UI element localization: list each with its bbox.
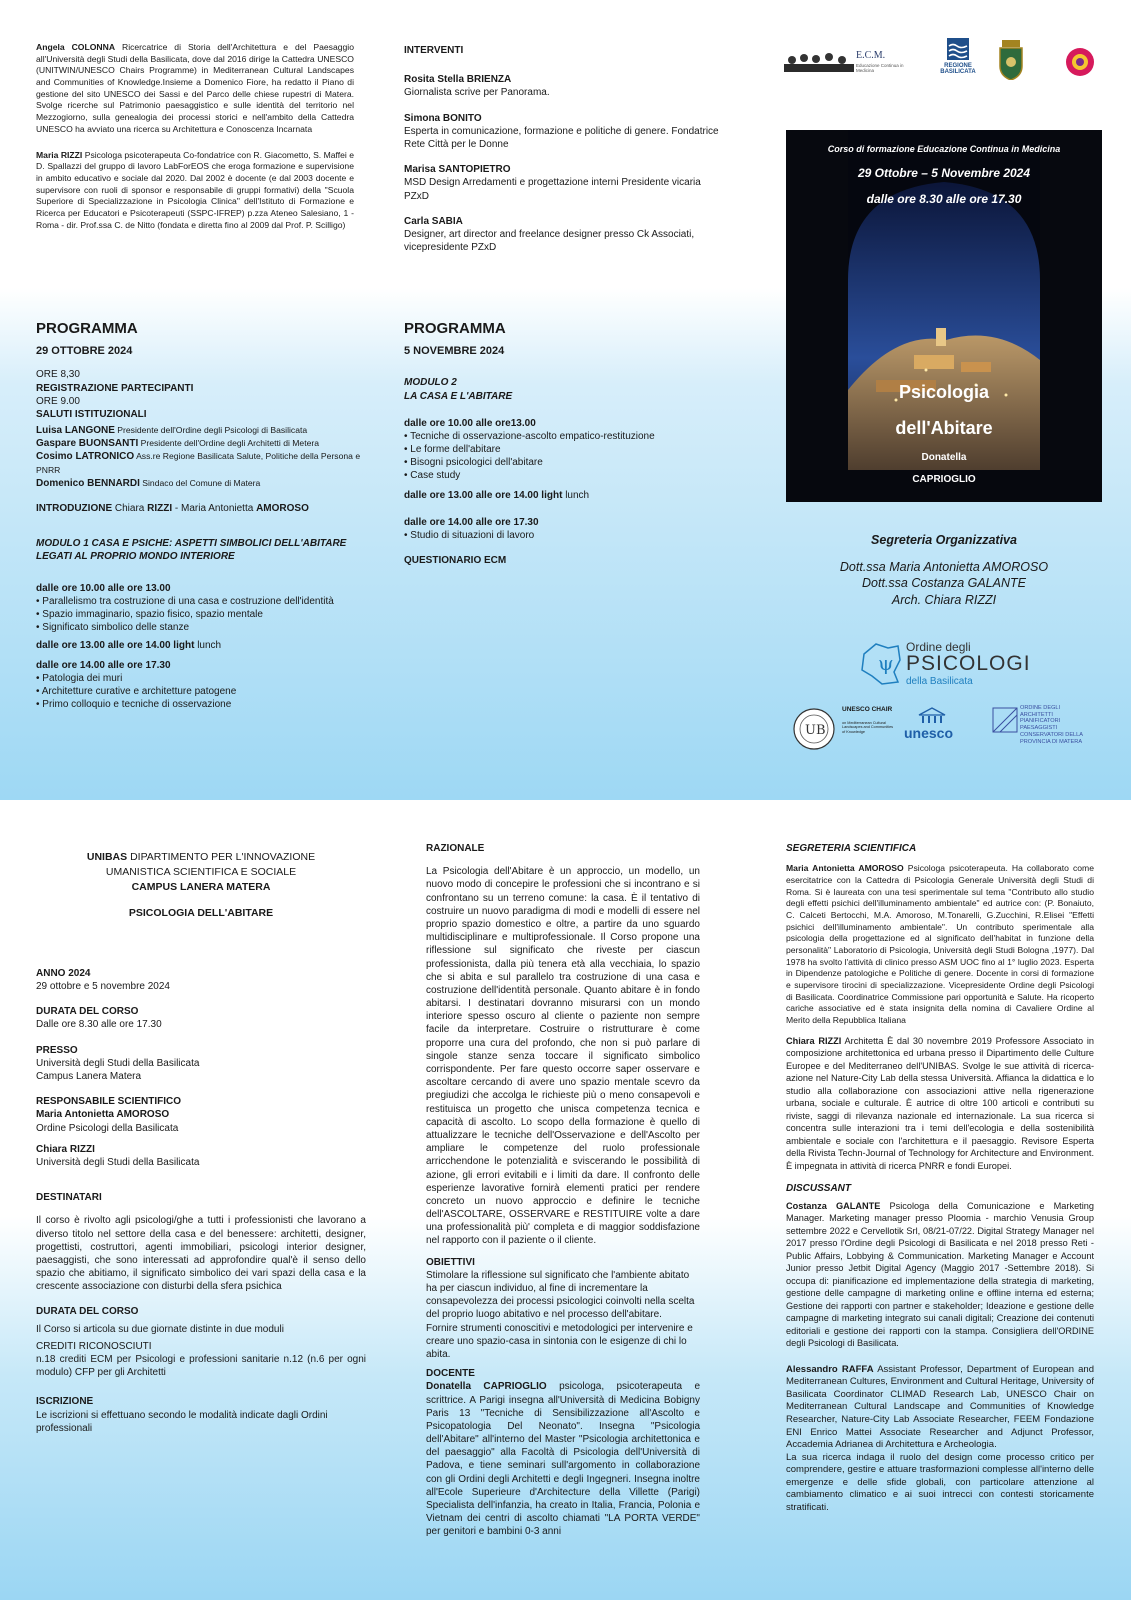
list-item: • Parallelismo tra costruzione di una casa e costruzione dell'identità (36, 595, 366, 608)
list-item: • Architetture curative e architetture patogene (36, 685, 366, 698)
list-item: • Patologia dei muri (36, 672, 366, 685)
cover-hours: dalle ore 8.30 alle ore 17.30 (866, 192, 1022, 206)
programma2-date: 5 NOVEMBRE 2024 (404, 344, 505, 357)
ecm-logo (784, 48, 919, 76)
interventi-list (404, 73, 724, 254)
modulo1-title: MODULO 1 CASA E PSICHE: ASPETTI SIMBOLICI DELL'ABITARE LEGATI AL PROPRIO MONDO INTERIORE (36, 538, 347, 563)
intervento-item (404, 112, 724, 152)
session2-time: dalle ore 14.00 alle ore 17.30 (36, 659, 171, 671)
basilicata-map-icon (858, 640, 904, 686)
razionale-column: RAZIONALE La Psicologia dell'Abitare è un approccio, un modello, un nuovo modo di concepire le professioni che si incontrano e si confrontano su un terreno comune: la casa. È il tentativo di costruire un nuovo paradigma di modi e modelli di essere nel proprio spazio domestico e oltre, a partire da uno sguardo multidisciplinare e multiprofessionale. Il Corso propone una riflessione sul significato che riveste per ciascun professionista, dalla più tenera età alla vecchiaia, lo spazio che si abita e sul parallelo tra costruzione di una casa e costruzione dell'identità personale. Quanto abitare è in fondo abitarsi. I destinatari dovranno misurarsi con un mondo interiore spesso oscuro al cliente o paziente non sempre facile da interpretare. Costruire o ristrutturare è come proporre una cura del profondo, che non si può parlare di singole stanze senza toccare il significato simbolico corrispondente. Per fare questo occorre saper osservare e ascoltare cercando di avere uno spazio mentale scevro da pregiudizi che accolga le richieste più o meno consapevoli e restituisca un progetto che unisca competenza tecnica e capacità di ascolto. Lo scopo della formazione è quello di attualizzare le tecniche dell'Osservazione e dell'Ascolto per ampliare le competenze del ruolo professionale arricchendone le potenzialità e sviscerando le possibilità di azione, gli errori evitabili e i limiti da dare. Il confronto delle esperienze lavorative fornirà elementi pratici per rendere concreto un nuovo approccio e definire le tecniche dell'ASCOLTARE, OSSERVARE e RESTITUIRE volte a dare una professionalità più' completa e di maggior soddisfazione nel rapporto con il paziente o il cliente. OBIETTIVI Stimolare la riflessione sul significato che l'ambiente abitato ha per ciascun individuo, al fine di incrementare la consapevolezza dei processi psicologici coinvolti nella scelta del proprio luogo abitativo e nel processo dell'abitare. Fornire strumenti conoscitivi e metodologici per intervenire e creare uno spazio-casa in sintonia con le esigenze di chi lo abita. DOCENTE Donatella CAPRIOGLIO psicologa, psicoterapeuta e scrittrice. A Parigi insegna all'Università di Medicina Bobigny Paris 13 "Tecniche di Sensibilizzazione all'Ascolto e Psicopatologia Del Neonato". Insegna "Psicologia dell'Abitare" all'interno del Master "Psicologia architettonica e del paesaggio" alla Facoltà di Psicologia dell'Università di Padova, e tiene seminari sull'argomento in collaborazione con gli Ordini degli Architetti e degli Ingegneri. Insegna inoltre all'Ecole Superieure d'Architecture della Villette (Parigi) Specialista dell'infanzia, ha creato in Italia, Francia, Polonia e Vietnam dei centri di ascolto chiamati "LA PORTA VERDE" per genitori e bambini 0-3 anni (426, 843, 701, 1538)
guest-name: Cosimo LATRONICO (36, 451, 135, 463)
guest-item (36, 424, 366, 437)
unesco-temple-icon (917, 707, 947, 725)
bio-rizzi-maria: Maria RIZZI Psicologa psicoterapeuta Co-fondatrice con R. Giacometto, S. Maffei e D. Spallazzi del gruppo di lavoro LabForEOS che eroga formazione e supervisione in ambito educativo e sociale dal 2020. Dal 2002 è docente (e dal 2003 docente e supervisore con ruoli di sponsor e responsabile di gruppi formativi) della "Scuola Superiore di Specializzazione in Psicologia Clinica" dell'Istituto di Formazione e Ricerca per Educatori e Psicoterapeuti (SSPC-IFREP) p.zza Ateneo Salesiano, 1 - Roma - dir. Prof.ssa C. de Nitto (fondata e diretta fino al 2009 dal Prof. P. Scilligo) (36, 149, 354, 230)
list-item: • Le forme dell'abitare (404, 443, 724, 456)
cover-author-2: CAPRIOGLIO (912, 474, 976, 485)
segreteria-org-names (786, 559, 1102, 609)
guest-item (36, 450, 366, 476)
m2-session2-time: dalle ore 14.00 alle ore 17.30 (404, 516, 539, 528)
guest-item (36, 477, 366, 490)
intervento-item (404, 73, 724, 99)
docente-text: Donatella CAPRIOGLIO psicologa, psicoterapeuta e scrittrice. A Parigi insegna all'Università di Medicina Bobigny Paris 13 "Tecniche di Sensibilizzazione all'Ascolto e Psicopatologia Del Neonato". Insegna "Psicologia dell'Abitare" all'interno del Master "Psicologia architettonica e del paesaggio" alla Facoltà di Psicologia dell'Università di Padova, e tiene seminari sull'argomento in collaborazione con gli Ordini degli Architetti e degli Ingegneri. Insegna inoltre all'Ecole Superieure d'Architecture della Villette (Parigi) Specialista dell'infanzia, ha creato in Italia, Francia, Polonia e Vietnam dei centri di ascolto chiamati "LA PORTA VERDE" per genitori e bambini 0-3 anni (426, 1381, 701, 1538)
guest-item (36, 437, 366, 450)
intervento-role: Giornalista scrive per Panorama. (404, 87, 550, 99)
segreteria-scientifica-column: SEGRETERIA SCIENTIFICA Maria Antonietta AMOROSO Psicologa psicoterapeuta. Ha collaborato come esercitatrice con la Cattedra di Psicologia Generale Università degli Studi di Roma. Si è laureata con una tesi sperimentale sul tema "Contributo allo studio degli effetti psichici dell'illuminamento ambientale" ed autrice con: (P. Bonaiuto, C. Calceti Bertocchi, M.A. Amoroso, M.Tonarelli, G.Zucchini, R.Elisei "Effetti psichici dell'illuminamento ambientale". Un contributo sperimentale alla psicologia della progettazione ed al significato dell'habitat in funzione della personalità" Laboratorio di Psicologia, Università degli Studi Bologna ,1977). Dal 1978 ha svolto l'attività di clinico presso ASM UOC fino al 1° luglio 2023. Esperta in Dipendenze patologiche e Politiche di genere. Docente in corsi di formazione e supervisore tirocini di specializzazione. Vicepresidente Ordine degli Psicologi di Basilicata. Coordinatrice Commissione pari opportunità e Salute. Ha ricoperto cariche associative ed è stata insignita della nomina di Cavaliere Ordine al Merito della Repubblica Italiana Chiara RIZZI Architetta È dal 30 novembre 2019 Professore Associato in composizione architettonica ed urbana presso il Dipartimento delle Culture Europee e del Mediterraneo dell'UNIBAS. Svolge le sue attività di ricerca-azione nel Nature-City Lab della stessa Università. Affianca la didattica e lo studio alla collaborazione con associazioni attive nella rigenerazione urbana, sociale e culturale. È autrice di oltre 100 articoli e contributi su riviste, saggi di rilevanza nazionale ed internazionale. La sua ricerca si concentra sulle interazioni tra i temi dell'ecologia e della sostenibilità ambientale e sociale con l'architettura e il paesaggio. Revisore Esperta della Rivista Techn-Journal of Technology for Architecture and Environment. È impegnata in attività di ricerca PNRR e fondi Europei. DISCUSSANT Costanza GALANTE Psicologa della Comunicazione e Marketing Manager. Marketing manager presso Ploomia - marchio Venusia Group settembre 2022 e Cervellotik Srl, 08/21-07/22. Digital Strategy Manager nel 2017 presso l'Ordine degli Psicologi di Basilicata e nel 2018 presso Reti - Public Affairs, Lobbying & Communication. Marketing Manager e Account Junior presso Jetbit Digital Agency (Maggio 2017 -Settembre 2018). Si occupa di: pianificazione ed implementazione della strategia di marketing, gestione delle campagne di marketing online e offline interna ed esterna; Gestione dei rapporti con partner e stakeholder; Ideazione e gestione delle campagne di marketing integrato sui canali digitali; Creazione dei contenuti editoriali e gestione dei rapporti con la stampa. Consigliera dell'ORDINE degli Psicologi di Basilicata. Alessandro RAFFA Assistant Professor, Department of European and Mediterranean Cultures, Environment and Cultural Heritage, University of Basilicata Coordinator CLIMAD Research Lab, UNESCO Chair on Mediterranean Cultural Landscape and Communities of Knowledge Researcher, Nature-City Lab Associate Researcher, FEEM Fondazione ENI Enrico Mattei Associate Researcher and Adjunct Professor, Accademia Adrianea di Architettura e Archeologia. La sua ricerca indaga il ruolo del design come processo critico per comprendere, gestire e attuare trasformazioni complesse all'interno delle emergenze e delle sfide globali, con particolare attenzione al cambiamento climatico e ai suoi intrecci con contesti storicamente stratificati. (786, 843, 1094, 1513)
programma-day1 (36, 315, 366, 711)
regione-logo: REGIONE BASILICATA (934, 38, 982, 82)
intervento-name: Simona BONITO (404, 112, 482, 124)
registrazione: REGISTRAZIONE PARTECIPANTI (36, 382, 194, 394)
intervento-item (404, 163, 724, 203)
interventi-title: INTERVENTI (404, 45, 464, 56)
ecm-sub: Educazione Continua in Medicina (856, 63, 904, 73)
programma2-title: PROGRAMMA (404, 320, 506, 337)
time-900: ORE 9.00 (36, 395, 80, 407)
guest-list (36, 424, 366, 490)
bio-amoroso: Maria Antonietta AMOROSO Psicologa psicoterapeuta. Ha collaborato come esercitatrice con la Cattedra di Psicologia Generale Università degli Studi di Roma. Si è laureata con una tesi sperimentale sul tema "Contributo allo studio degli effetti psichici dell'illuminamento ambientale" ed autrice con: (P. Bonaiuto, C. Calceti Bertocchi, M.A. Amoroso, M.Tonarelli, G.Zucchini, R.Elisei "Effetti psichici dell'illuminamento ambientale". Un contributo sperimentale alla psicologia della progettazione ed al significato dell'habitat in funzione della personalità" Laboratorio di Psicologia, Università degli Studi Bologna ,1977). Dal 1978 ha svolto l'attività di clinico presso ASM UOC fino al 1° luglio 2023. Esperta in Dipendenze patologiche e Politiche di genere. Docente in corsi di formazione e supervisore tirocini di specializzazione. Vicepresidente Ordine degli Psicologi di Basilicata. Coordinatrice Commissione pari opportunità e Salute. Ha ricoperto cariche associative ed è stata insignita della nomina di Cavaliere Ordine al Merito della Repubblica Italiana (786, 863, 1094, 1026)
cover-course: Corso di formazione Educazione Continua in Medicina (827, 144, 1061, 154)
intervento-item (404, 215, 724, 255)
m2-session1-time: dalle ore 10.00 alle ore13.00 (404, 417, 536, 429)
intervento-role: Esperta in comunicazione, formazione e politiche di genere. Fondatrice Rete Città per le Donne (404, 125, 719, 150)
list-item: • Case study (404, 469, 724, 482)
modulo2-sub: LA CASA E L'ABITARE (404, 390, 513, 402)
guest-role: Ass.re Regione Basilicata Salute, Politiche della Persona e PNRR (36, 451, 361, 475)
lunch2: dalle ore 13.00 alle ore 14.00 light lunch (404, 489, 590, 501)
ecm-label: E.C.M. (856, 50, 886, 61)
partner-logos: UB UNESCO CHAIR on Mediterranean Cultural Landscapes and Communities of Knowledge unesco ORDINE DEGLI ARCHITETTI PIANIFICATORI PAESAGGISTI CONSERVATORI DELLA PROVINCIA DI MATERA (792, 703, 1082, 755)
list-item: • Tecniche di osservazione-ascolto empatico-restituzione (404, 430, 724, 443)
programma-day2 (404, 315, 724, 567)
cover-title-2: dell'Abitare (895, 418, 993, 438)
guest-role: Presidente dell'Ordine degli Architetti di Metera (138, 438, 320, 449)
segreteria-name: Dott.ssa Costanza GALANTE (862, 576, 1026, 590)
intervento-role: Designer, art director and freelance designer presso Ck Associati, vicepresidente PZxD (404, 228, 695, 254)
guest-name: Domenico BENNARDI (36, 477, 140, 489)
razionale-text: La Psicologia dell'Abitare è un approccio, un modello, un nuovo modo di concepire le professioni che si incontrano e si confrontano su un terreno comune: la casa. È il tentativo di costruire un nuovo paradigma di modi e modelli di essere nel proprio spazio domestico e oltre, a partire da uno sguardo multidisciplinare e multiprofessionale. Il Corso propone una riflessione sul significato che riveste per ciascun professionista, dalla più tenera età alla vecchiaia, lo spazio che si abita e sul parallelo tra costruzione di una casa e costruzione dell'identità personale. Quanto abitare è in fondo abitarsi. I destinatari dovranno misurarsi con un mondo interiore spesso oscuro al cliente o paziente non sempre facile da interpretare. Costruire o ristrutturare è come proporre una cura del profondo, che non si può parlare di singole stanze senza toccare il significato simbolico corrispondente. Per fare questo occorre saper osservare e ascoltare cercando di avere uno spazio mentale scevro da pregiudizi che accolga le richieste più o meno consapevoli e restituisca un progetto che unisca competenza tecnica e capacità di ascolto. Lo scopo della formazione è quello di attualizzare le tecniche dell'Osservazione e dell'Ascolto per ampliare le competenze del ruolo professionale arricchendone le potenzialità e sviscerando le possibilità di azione, gli errori evitabili e i limiti da dare. Il confronto delle esperienze lavorative fornirà elementi pratici per rendere concreto un nuovo approccio e definire le tecniche dell'ASCOLTARE, OSSERVARE e RESTITUIRE volte a dare una professionalità più' completa e di maggior soddisfazione nel rapporto con il paziente o il cliente. (426, 866, 700, 1247)
list-item: • Studio di situazioni di lavoro (404, 529, 724, 542)
intervento-name: Marisa SANTOPIETRO (404, 164, 511, 176)
lunch1: dalle ore 13.00 alle ore 14.00 light lunch (36, 640, 222, 652)
list-item: • Primo colloquio e tecniche di osservazione (36, 698, 366, 711)
m2-session2-list (404, 529, 724, 542)
questionario: QUESTIONARIO ECM (404, 555, 507, 567)
bio-colonna: Angela COLONNA Ricercatrice di Storia dell'Architettura e del Paesaggio all'Università degli Studi della Basilicata, dove dal 2016 dirige la Cattedra UNESCO (UNITWIN/UNESCO Chairs Programme) in Mediterranean Cultural Landscapes and Communities of Knowledge.Insieme a Domenico Fiore, ha redatto il Piano di gestione del sito UNESCO dei Sassi e del Parco delle chiese rupestri di Matera. Svolge ricerche sul Patrimonio paesaggistico e sulle identità del territorio nel Mezzogiorno, sulla genealogia dei processi storici e nell'ambito della Cattedra UNESCO ha avviato una ricerca su Architettura e Conoscenza Incarnata (36, 42, 354, 134)
ordine-psicologi-logo: ψ Ordine degli PSICOLOGI della Basilicata (858, 640, 1058, 690)
bio-raffa: Alessandro RAFFA Assistant Professor, Department of European and Mediterranean Cultures, Environment and Cultural Heritage, University of Basilicata Coordinator CLIMAD Research Lab, UNESCO Chair on Mediterranean Cultural Landscape and Communities of Knowledge Researcher, Nature-City Lab Associate Researcher, FEEM Fondazione ENI Enrico Mattei Associate Researcher and Adjunct Professor, Accademia Adrianea di Architettura e Archeologia. (786, 1363, 1094, 1451)
segreteria-organizzativa (786, 532, 1102, 608)
svg-text:UB: UB (805, 723, 826, 738)
list-item: • Spazio immaginario, spazio fisico, spazio mentale (36, 608, 366, 621)
unibas-seal-icon (792, 707, 836, 751)
matera-night-image (786, 130, 1102, 502)
guest-name: Luisa LANGONE (36, 425, 115, 437)
bio-rizzi-chiara: Chiara RIZZI Architetta È dal 30 novembre 2019 Professore Associato in composizione architettonica ed urbana presso il Dipartimento delle Culture Europee e del Mediterraneo dell'UNIBAS. Svolge le sue attività di ricerca-azione nel Nature-City Lab della stessa Università. Affianca la didattica e lo studio alla collaborazione con associazioni attive nella rigenerazione urbana, sociale e culturale. È autrice di oltre 100 articoli e contributi su riviste, saggi di rilevanza nazionale ed internazionale. La sua ricerca si concentra sulle interazioni tra i temi dell'ecologia e della sostenibilità ambientale e sociale con l'architettura e il paesaggio. Revisore Esperta della Rivista Techn-Journal of Technology for Architecture and Environment. È impegnata in attività di ricerca PNRR e fondi Europei. (786, 1035, 1094, 1171)
introduzione: INTRODUZIONE Chiara RIZZI - Maria Antonietta AMOROSO (36, 503, 309, 514)
cover-photo (786, 130, 1102, 502)
list-item: • Bisogni psicologici dell'abitare (404, 456, 724, 469)
programma-title: PROGRAMMA (36, 320, 138, 337)
course-info: UNIBAS DIPARTIMENTO PER L'INNOVAZIONE UMANISTICA SCIENTIFICA E SOCIALE CAMPUS LANERA MATERA PSICOLOGIA DELL'ABITARE ANNO 2024 29 ottobre e 5 novembre 2024 DURATA DEL CORSO Dalle ore 8.30 alle ore 17.30 PRESSO Università degli Studi della Basilicata Campus Lanera Matera RESPONSABILE SCIENTIFICO Maria Antonietta AMOROSO Ordine Psicologi della Basilicata Chiara RIZZI Università degli Studi della Basilicata DESTINATARI Il corso è rivolto agli psicologi/ghe a tutti i professionisti che lavorano a diverso titolo nel settore della casa e del benessere: architetti, designer, progettisti, costruttori, agenti immobiliari, psicologi interior designer, paesaggisti, che sono interessati ad approfondire qual'è il senso dello spazio che abitiamo, il significato simbolico dei vari spazi della casa e la crescente associazione con disturbi della sfera psichica DURATA DEL CORSO Il Corso si articola su due giornate distinte in due moduli CREDITI RICONOSCIUTI n.18 crediti ECM per Psicologi e professioni sanitarie n.12 (n.6 per ogni modulo) CFP per gli Architetti ISCRIZIONE Le iscrizioni si effettuano secondo le modalità indicate dagli Ordini professionali (36, 851, 366, 1434)
session1-list (36, 595, 366, 635)
programma-date: 29 OTTOBRE 2024 (36, 344, 133, 357)
time-830: ORE 8,30 (36, 369, 80, 381)
cover-title-1: Psicologia (898, 382, 990, 402)
list-item: • Significato simbolico delle stanze (36, 621, 366, 634)
top-logos (784, 38, 1114, 88)
intervento-role: MSD Design Arredamenti e progettazione interni Presidente vicaria PZxD (404, 177, 701, 202)
cover-dates: 29 Ottobre – 5 Novembre 2024 (857, 166, 1031, 180)
session1-time: dalle ore 10.00 alle ore 13.00 (36, 582, 171, 594)
intervento-name: Rosita Stella BRIENZA (404, 74, 512, 86)
comune-crest-icon (996, 40, 1026, 80)
segreteria-name: Arch. Chiara RIZZI (891, 592, 997, 607)
session2-list (36, 672, 366, 712)
svg-text:ψ: ψ (878, 651, 894, 675)
m2-session1-list (404, 430, 724, 483)
intervento-name: Carla SABIA (404, 215, 463, 227)
segreteria-name: Dott.ssa Maria Antonietta AMOROSO (839, 559, 1049, 574)
rete-citta-donne-logo (1056, 38, 1104, 86)
regione-flag-icon (947, 38, 969, 60)
guest-role: Sindaco del Comune di Matera (139, 477, 261, 488)
segreteria-org-title: Segreteria Organizzativa (871, 533, 1017, 547)
architetti-logo-icon (992, 707, 1018, 733)
department-heading: UNIBAS DIPARTIMENTO PER L'INNOVAZIONE UMANISTICA SCIENTIFICA E SOCIALE CAMPUS LANERA MATERA PSICOLOGIA DELL'ABITARE (36, 850, 366, 921)
modulo2: MODULO 2 (404, 377, 457, 389)
top-bios (36, 42, 354, 241)
saluti: SALUTI ISTITUZIONALI (36, 408, 147, 420)
bio-galante: Costanza GALANTE Psicologa della Comunicazione e Marketing Manager. Marketing manager presso Ploomia - marchio Venusia Group settembre 2022 e Cervellotik Srl, 08/21-07/22. Digital Strategy Manager nel 2017 presso l'Ordine degli Psicologi di Basilicata e nel 2018 presso Reti - Public Affairs, Lobbying & Communication. Marketing Manager e Account Junior presso Jetbit Digital Agency (Maggio 2017 -Settembre 2018). Si occupa di: pianificazione ed implementazione della strategia di marketing, gestione delle campagne di marketing online e offline interna ed esterna; Gestione dei rapporti con partner e stakeholder; Ideazione e gestione delle campagne di marketing integrato sui canali digitali; Creazione dei contenuti editoriali e gestione dei rapporti con la stampa. Consigliera dell'ORDINE degli Psicologi di Basilicata. (786, 1200, 1094, 1349)
guest-name: Gaspare BUONSANTI (36, 438, 139, 450)
cover-author-1: Donatella (921, 452, 967, 463)
destinatari-text: Il corso è rivolto agli psicologi/ghe a tutti i professionisti che lavorano a diverso titolo nel settore della casa e del benessere: architetti, designer, progettisti, costruttori, agenti immobiliari, psicologi interior designer, paesaggisti, che sono interessati ad approfondire qual'è il senso dello spazio che abitiamo, il significato simbolico dei vari spazi della casa e la crescente associazione con disturbi della sfera psichica (36, 1215, 366, 1293)
guest-role: Presidente dell'Ordine degli Psicologi di Basilicata (114, 425, 308, 436)
interventi (404, 44, 724, 266)
course-name: PSICOLOGIA DELL'ABITARE (128, 906, 274, 919)
